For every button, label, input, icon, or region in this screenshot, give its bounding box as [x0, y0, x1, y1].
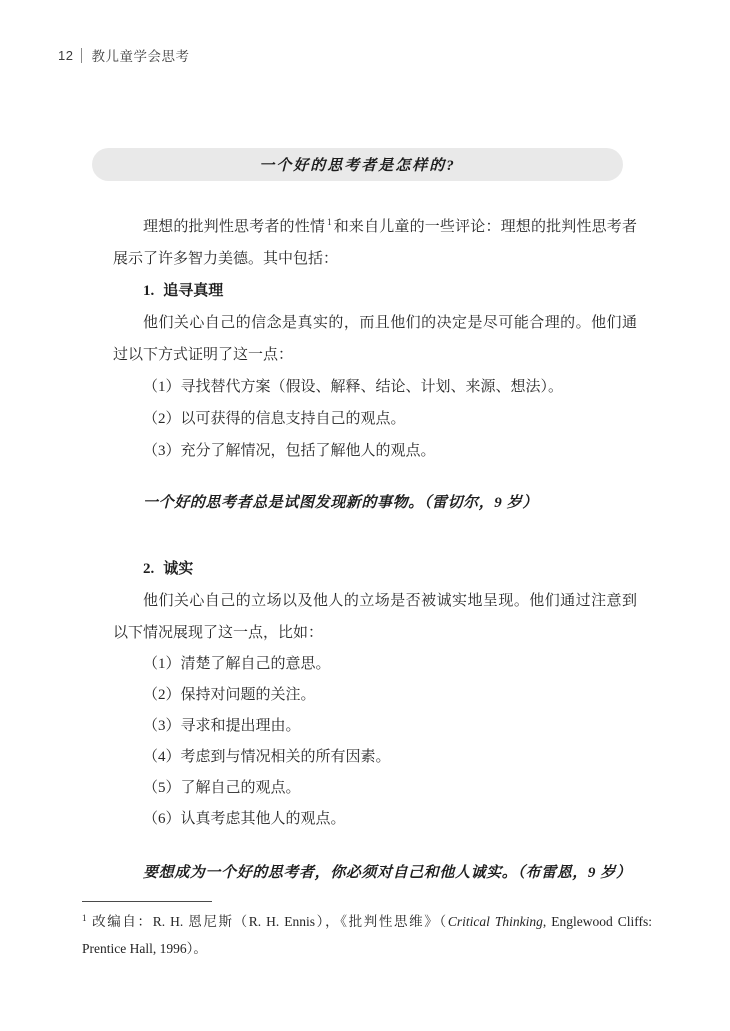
section-2-paragraph: 他们关心自己的立场以及他人的立场是否被诚实地呈现。他们通过注意到以下情况展现了这一点，比如： [113, 593, 637, 641]
book-title: 教儿童学会思考 [91, 49, 190, 64]
section-title-box [92, 148, 623, 181]
section-1-heading [113, 275, 637, 307]
list-item: （3）寻求和提出理由。 [143, 718, 301, 734]
section-2-heading-label: 诚实 [163, 561, 194, 577]
list-item: （3）充分了解情况，包括了解他人的观点。 [143, 443, 436, 459]
child-quote-brain: 要想成为一个好的思考者，你必须对自己和他人诚实。（布雷恩，9 岁） [143, 865, 632, 881]
section-1-list [113, 371, 637, 467]
footnote-citation-end: , Englewood Cliffs: Prentice Hall, 1996）。 [82, 914, 653, 956]
list-item: （6）认真考虑其他人的观点。 [143, 811, 346, 827]
footnote-citation-start: 改编自：R. H. 恩尼斯（R. H. Ennis），《批判性思维》（ [90, 914, 448, 929]
page-header [58, 46, 730, 64]
list-item: （1）寻找替代方案（假设、解释、结论、计划、来源、想法）。 [143, 379, 564, 395]
footnote-ref: 1 [327, 217, 332, 227]
page-content [113, 211, 637, 889]
section-2-heading [113, 553, 637, 585]
header-divider [81, 48, 82, 63]
list-item: （4）考虑到与情况相关的所有因素。 [143, 749, 391, 765]
intro-text-before-ref: 理想的批判性思考者的性情 [143, 219, 326, 235]
footnote [82, 901, 652, 962]
list-item: （5）了解自己的观点。 [143, 780, 301, 796]
footnote-text [82, 908, 652, 962]
page-number: 12 [58, 47, 74, 63]
section-title: 一个好的思考者是怎样的? [259, 158, 456, 174]
child-quote-rachel: 一个好的思考者总是试图发现新的事物。（雷切尔，9 岁） [143, 495, 538, 511]
footnote-marker: 1 [82, 912, 87, 923]
footnote-work-title: Critical Thinking [447, 914, 543, 929]
list-item: （2）以可获得的信息支持自己的观点。 [143, 411, 406, 427]
list-item: （2）保持对问题的关注。 [143, 687, 316, 703]
intro-paragraph [113, 211, 637, 275]
section-1-paragraph: 他们关心自己的信念是真实的，而且他们的决定是尽可能合理的。他们通过以下方式证明了这一点： [113, 315, 637, 363]
intro-text-after-ref: 和来自儿童的一些评论：理想的批判性思考者展示了许多智力美德。其中包括： [113, 219, 637, 267]
footnote-rule [82, 901, 212, 902]
list-item: （1）清楚了解自己的意思。 [143, 656, 331, 672]
section-1-number: 1. [143, 283, 155, 299]
section-1-heading-label: 追寻真理 [163, 283, 224, 299]
section-2-number: 2. [143, 561, 155, 577]
section-2-list [113, 649, 637, 835]
